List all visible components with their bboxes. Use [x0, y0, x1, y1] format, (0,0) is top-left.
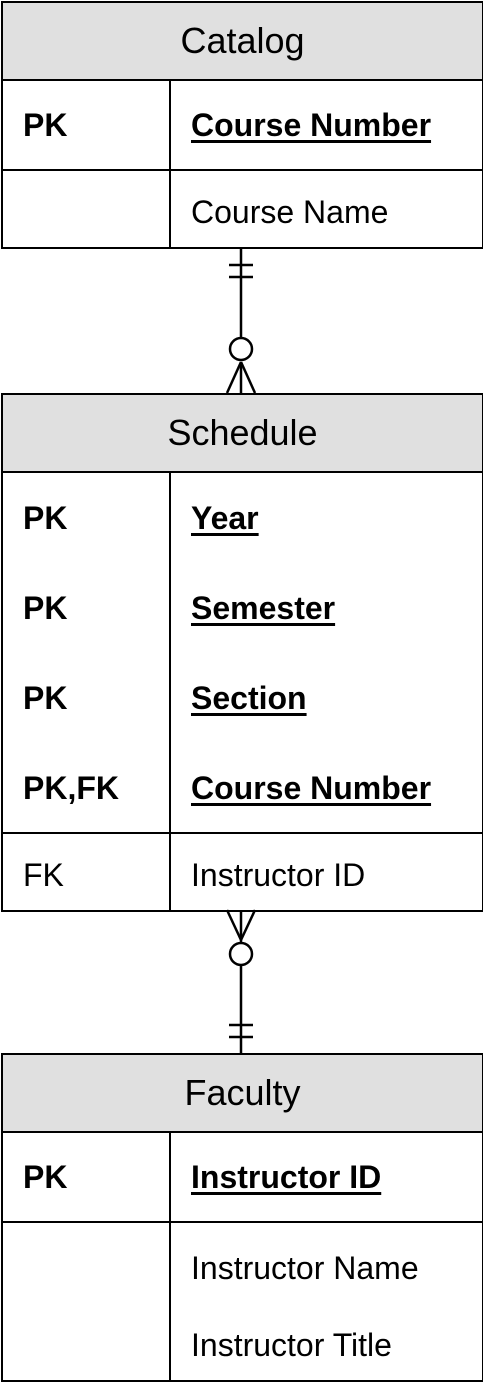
- key-label: PK: [23, 500, 68, 536]
- zero-circle: [230, 943, 252, 965]
- crow-foot-prong: [241, 362, 255, 393]
- attribute-name: Instructor ID: [191, 857, 366, 893]
- attribute-name: Course Number: [191, 770, 432, 806]
- entity-title: Catalog: [3, 3, 482, 81]
- entity-title: Faculty: [3, 1055, 482, 1133]
- key-label: PK,FK: [23, 770, 119, 806]
- attribute-name: Instructor ID: [191, 1159, 382, 1195]
- attribute-name: Course Number: [191, 107, 432, 143]
- entity-title: Schedule: [3, 395, 482, 473]
- attribute-name: Year: [191, 500, 259, 536]
- zero-circle: [230, 338, 252, 360]
- key-label: PK: [23, 590, 68, 626]
- crow-foot-prong: [227, 362, 241, 393]
- attribute-name: Section: [191, 680, 307, 716]
- attribute-name: Course Name: [191, 194, 389, 230]
- attribute-name: Semester: [191, 590, 336, 626]
- attribute-name: Instructor Title: [191, 1327, 392, 1363]
- crow-foot-prong: [241, 910, 255, 940]
- key-label: FK: [23, 857, 64, 893]
- key-label: PK: [23, 680, 68, 716]
- relationship-catalog-schedule: [227, 248, 255, 393]
- crow-foot-prong: [227, 910, 241, 940]
- relationship-schedule-faculty: [227, 910, 255, 1053]
- key-label: PK: [23, 1159, 68, 1195]
- attribute-name: Instructor Name: [191, 1250, 419, 1286]
- key-label: PK: [23, 107, 68, 143]
